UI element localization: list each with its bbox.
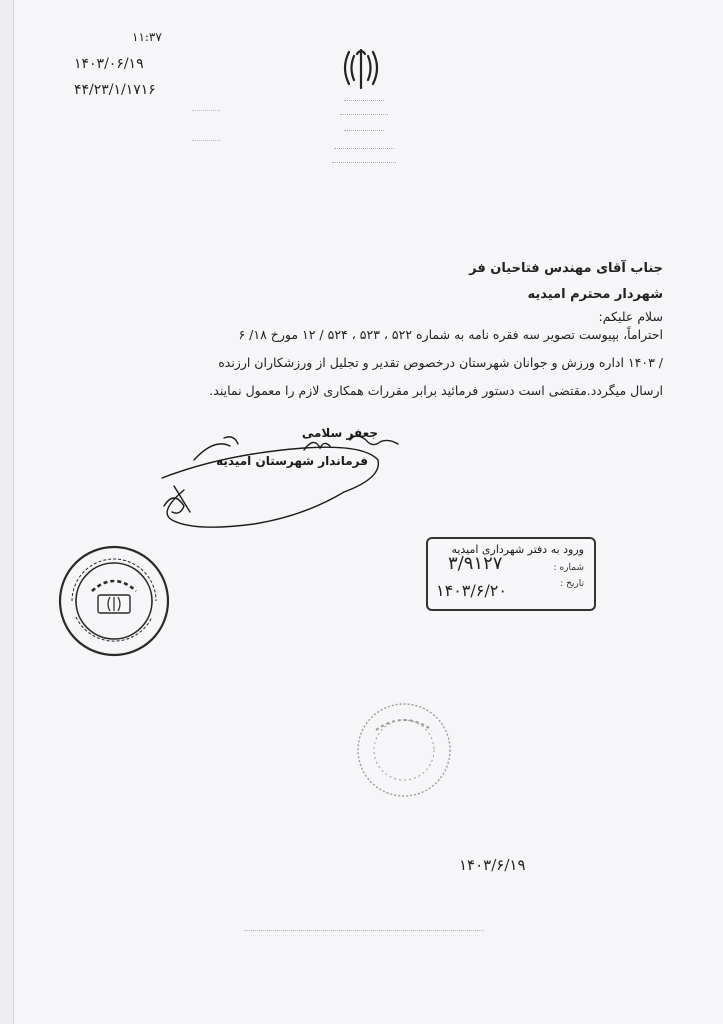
- meta-number-row: [74, 82, 234, 104]
- recipient-title: شهردار محترم امیدیه: [527, 287, 663, 302]
- entry-stamp-number-value: ۳/۹۱۲۷: [448, 553, 503, 574]
- signatory-title: فرماندار شهرستان امیدیه: [216, 454, 368, 468]
- entry-stamp-date-label: تاریخ :: [560, 579, 584, 589]
- entry-stamp-date-value: ۱۴۰۳/۶/۲۰: [436, 581, 507, 600]
- iran-emblem-icon: [339, 44, 383, 94]
- entry-stamp: [426, 537, 596, 611]
- signature-block: [164, 426, 404, 546]
- body-line-3: ارسال میگردد.مقتضی است دستور فرمائید برابر مقررات همکاری لازم را معمول نمایند.: [209, 383, 663, 398]
- handwritten-signature-icon: [154, 420, 414, 550]
- entry-stamp-title: ورود به دفتر شهرداری امیدیه: [451, 543, 584, 556]
- signatory-name: جعفر سلامی: [301, 426, 378, 440]
- body-line-1: احتراماً، بپیوست تصویر سه فقره نامه به شماره ۵۲۲ ، ۵۲۳ ، ۵۲۴ / ۱۲ مورخ ۱۸/ ۶: [238, 327, 663, 342]
- entry-stamp-number-label: شماره :: [553, 563, 584, 573]
- meta-time: ۱۱:۳۷: [132, 30, 162, 44]
- faint-round-seal-icon: [354, 700, 454, 800]
- meta-number: ۴۴/۲۳/۱/۱۷۱۶: [74, 82, 156, 98]
- city-council-seal-icon: [58, 545, 170, 657]
- body-line-2: / ۱۴۰۳ اداره ورزش و جوانان شهرستان درخصوص تقدیر و تجلیل از ورزشکاران ارزنده: [218, 355, 663, 370]
- footer-faint-line: [244, 930, 484, 931]
- meta-date: ۱۴۰۳/۰۶/۱۹: [74, 56, 144, 72]
- meta-time-row: [74, 30, 234, 52]
- recipient-name: جناب آقای مهندس فتاحیان فر: [469, 261, 663, 276]
- bottom-date: ۱۴۰۳/۶/۱۹: [459, 856, 526, 874]
- meta-date-row: [74, 56, 234, 78]
- letter-page: [14, 0, 723, 1024]
- greeting: سلام علیکم:: [598, 309, 663, 324]
